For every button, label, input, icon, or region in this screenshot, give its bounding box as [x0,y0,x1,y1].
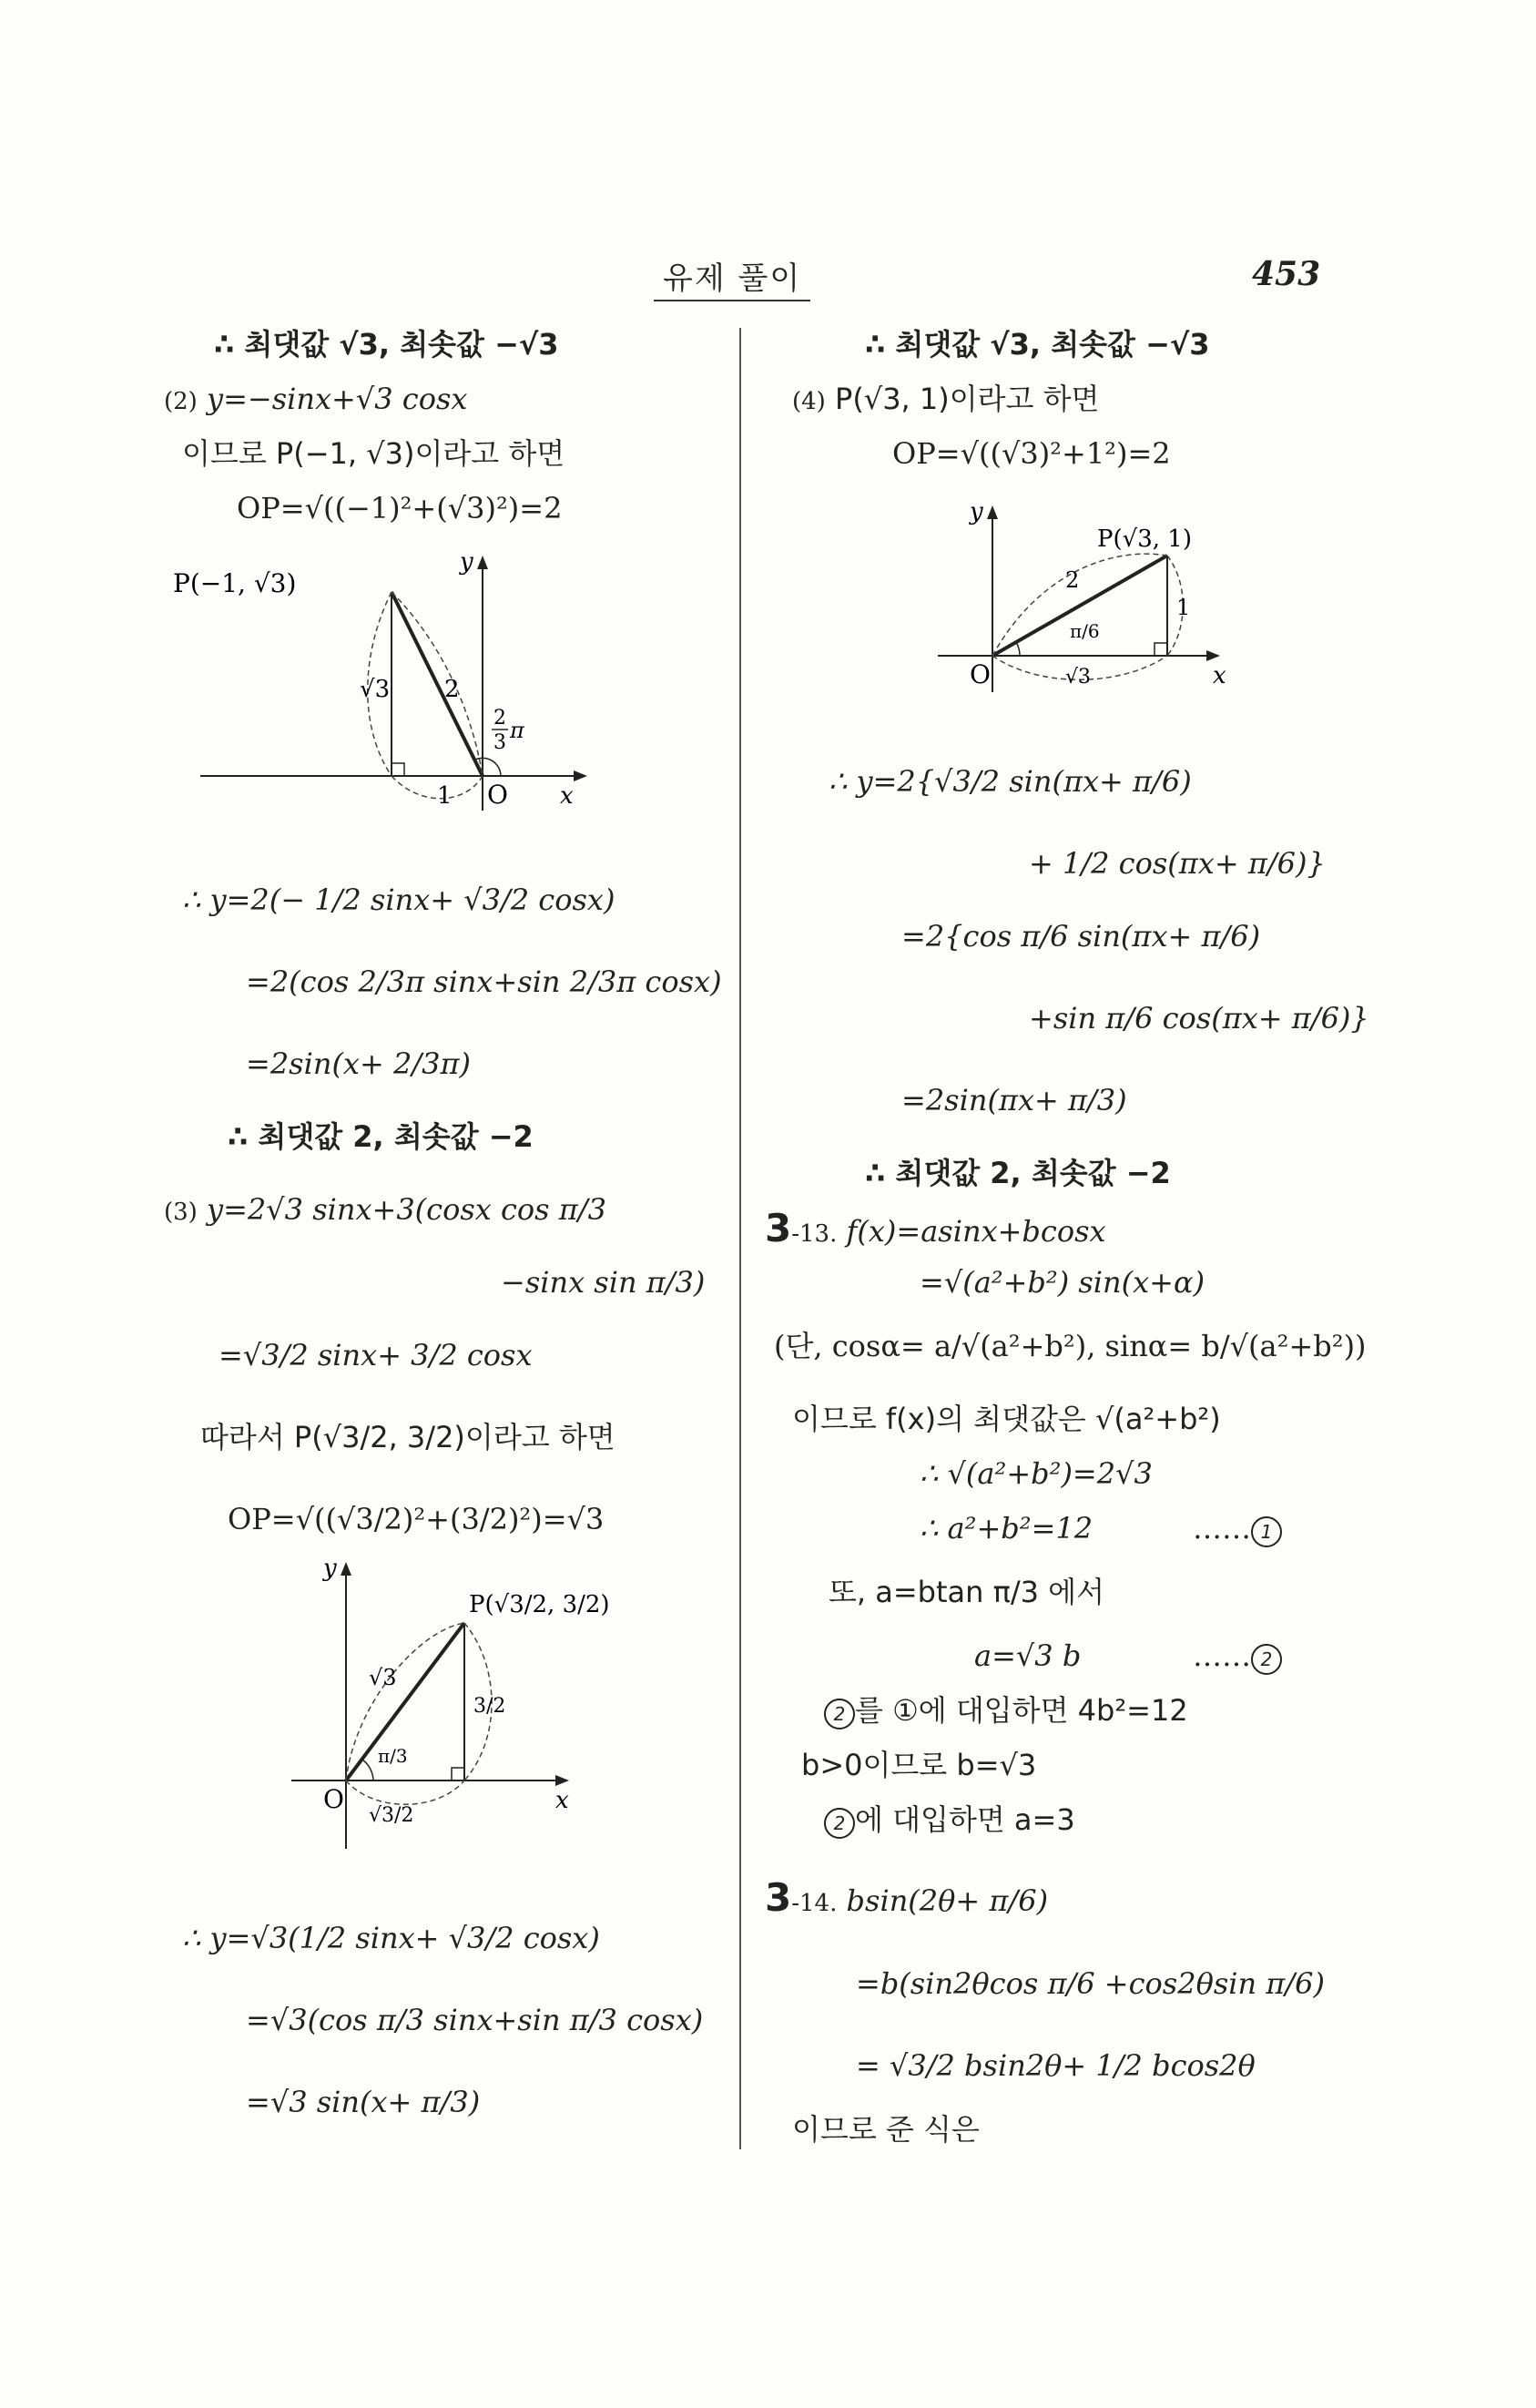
label-P: P(−1, √3) [173,568,297,598]
result-line-1: ∴ 최댓값 √3, 최솟값 −√3 [214,327,559,362]
problem-3-13-i [824,1694,1188,1729]
problem-3-13-d: 이므로 f(x)의 최댓값은 √(a²+b²) [792,1402,1221,1436]
problem-3-14-d: 이므로 준 식은 [792,2112,980,2147]
problem-3-text: 따라서 P(√3/2, 3/2)이라고 하면 [200,1420,615,1454]
graph-problem-3 [282,1557,665,1858]
problem-3-14-header [765,1876,1048,1920]
label-side: √3 [360,676,391,703]
problem-4-label: (4) [792,388,826,415]
solution-2-c: =2sin(x+ 2/3π) [246,1046,471,1081]
problem-3-13-i-text: 를 ①에 대입하면 4b²=12 [855,1693,1188,1728]
problem-3-label: (3) [164,1199,198,1226]
problem-3-op: OP=√((√3/2)²+(3/2)²)=√3 [228,1502,605,1536]
label-horizontal: √3/2 [369,1804,414,1827]
problem-3-13-f: ∴ a²+b²=12 [920,1511,1094,1546]
solution-3-c: =√3 sin(x+ π/3) [246,2085,481,2119]
problem-3-14-c: = √3/2 bsin2θ+ 1/2 bcos2θ [856,2048,1256,2083]
problem-3-14-number: 3 [765,1875,792,1920]
x-axis-arrow [1206,650,1220,661]
solution-4-f: ∴ 최댓값 2, 최솟값 −2 [865,1156,1171,1190]
solution-4-d: +sin π/6 cos(πx+ π/6)} [1029,1001,1369,1036]
label-vertical: 1 [1176,595,1191,620]
problem-3-equation [164,1193,606,1227]
problem-2-text: 이므로 P(−1, √3)이라고 하면 [182,436,565,471]
label-angle-pi: π [510,718,524,743]
problem-3-13-header [765,1207,1106,1250]
circled-2-icon: 2 [1251,1644,1282,1675]
label-O: O [970,659,991,689]
dots: …… [1193,1511,1251,1546]
solution-4-c: =2{cos π/6 sin(πx+ π/6) [901,919,1261,954]
result-line-r1: ∴ 최댓값 √3, 최솟값 −√3 [865,327,1210,362]
label-one: 1 [437,782,453,810]
problem-3-eq1: y=2√3 sinx+3(cosx cos π/3 [207,1192,606,1227]
solution-3-a: ∴ y=√3(1/2 sinx+ √3/2 cosx) [182,1921,600,1955]
problem-3-13-h: a=√3 b [974,1638,1082,1673]
label-x: x [1213,662,1226,689]
label-horizontal: √3 [1065,666,1092,689]
solution-2-b: =2(cos 2/3π sinx+sin 2/3π cosx) [246,964,722,999]
label-hyp: √3 [369,1665,397,1690]
solution-2-a: ∴ y=2(− 1/2 sinx+ √3/2 cosx) [182,883,615,917]
problem-3-13-a: f(x)=asinx+bcosx [846,1214,1106,1249]
problem-3-14-id: -14. [791,1890,838,1917]
circled-2-icon: 2 [824,1808,855,1839]
problem-3-13-id: -13. [791,1220,838,1248]
problem-3-14-b: =b(sin2θcos π/6 +cos2θsin π/6) [856,1966,1325,2001]
problem-3-14-a: bsin(2θ+ π/6) [846,1883,1049,1918]
circled-2-icon: 2 [824,1699,855,1729]
label-vertical: 3/2 [473,1695,506,1718]
column-divider [739,328,741,2149]
solution-2-d: ∴ 최댓값 2, 최솟값 −2 [228,1119,534,1154]
x-axis-arrow [574,770,587,781]
angle-arc [362,1760,373,1780]
x-axis-arrow [555,1775,569,1786]
problem-3-13-k-text: 에 대입하면 a=3 [855,1802,1075,1837]
solution-4-a: ∴ y=2{√3/2 sin(πx+ π/6) [829,764,1192,799]
problem-3-13-k [824,1803,1075,1839]
problem-4-line [792,383,1099,416]
segment-OP [392,592,483,776]
graph-problem-4 [929,501,1275,701]
dots: …… [1193,1638,1251,1673]
problem-3-13-g: 또, a=btan π/3 에서 [829,1575,1105,1609]
label-O: O [487,780,508,810]
label-y: y [323,1557,337,1582]
problem-4-op: OP=√((√3)²+1²)=2 [892,436,1171,471]
label-angle-den: 3 [493,731,506,754]
label-hyp: 2 [1065,567,1080,593]
label-angle: π/6 [1070,620,1100,642]
problem-2-label: (2) [164,388,198,415]
label-O: O [323,1784,344,1814]
problem-2-op: OP=√((−1)²+(√3)²)=2 [237,491,563,525]
label-y: y [970,501,983,525]
brace-base [346,1780,464,1804]
problem-2-equation [164,383,467,416]
page-number: 453 [1252,255,1321,293]
problem-3-13-b: =√(a²+b²) sin(x+α) [920,1265,1205,1300]
solution-4-e: =2sin(πx+ π/3) [901,1083,1127,1117]
y-axis-arrow [477,556,488,569]
problem-3-13-e: ∴ √(a²+b²)=2√3 [920,1456,1153,1491]
y-axis-arrow [987,505,998,519]
problem-3-13-j: b>0이므로 b=√3 [801,1748,1037,1782]
problem-3-13-f-ref [1193,1512,1282,1547]
label-y: y [460,548,473,576]
problem-3-eq3: =√3/2 sinx+ 3/2 cosx [219,1338,533,1372]
page-header [0,253,1536,299]
label-hyp: 2 [444,676,460,703]
problem-2-eq: y=−sinx+√3 cosx [207,382,468,416]
right-angle-mark [392,763,404,776]
label-P: P(√3, 1) [1097,525,1192,553]
solution-3-b: =√3(cos π/3 sinx+sin π/3 cosx) [246,2003,704,2037]
right-angle-mark [1155,643,1167,656]
problem-3-13-number: 3 [765,1206,792,1250]
solution-4-b: + 1/2 cos(πx+ π/6)} [1029,846,1326,881]
label-P: P(√3/2, 3/2) [469,1591,610,1618]
graph-problem-2 [173,546,610,820]
label-angle-num: 2 [493,707,506,730]
problem-3-13-c: (단, cosα= a/√(a²+b²), sinα= b/√(a²+b²)) [774,1329,1367,1363]
right-angle-mark [452,1768,464,1780]
problem-3-13-h-ref [1193,1639,1282,1675]
angle-arc [1016,642,1020,656]
label-angle: π/3 [378,1745,408,1767]
circled-1-icon: 1 [1251,1516,1282,1547]
problem-4-text: P(√3, 1)이라고 하면 [835,382,1100,416]
section-title: 유제 풀이 [654,253,810,301]
label-x: x [555,1787,569,1814]
problem-3-eq2: −sinx sin π/3) [501,1265,706,1300]
label-x: x [560,782,574,810]
y-axis-arrow [341,1562,351,1576]
